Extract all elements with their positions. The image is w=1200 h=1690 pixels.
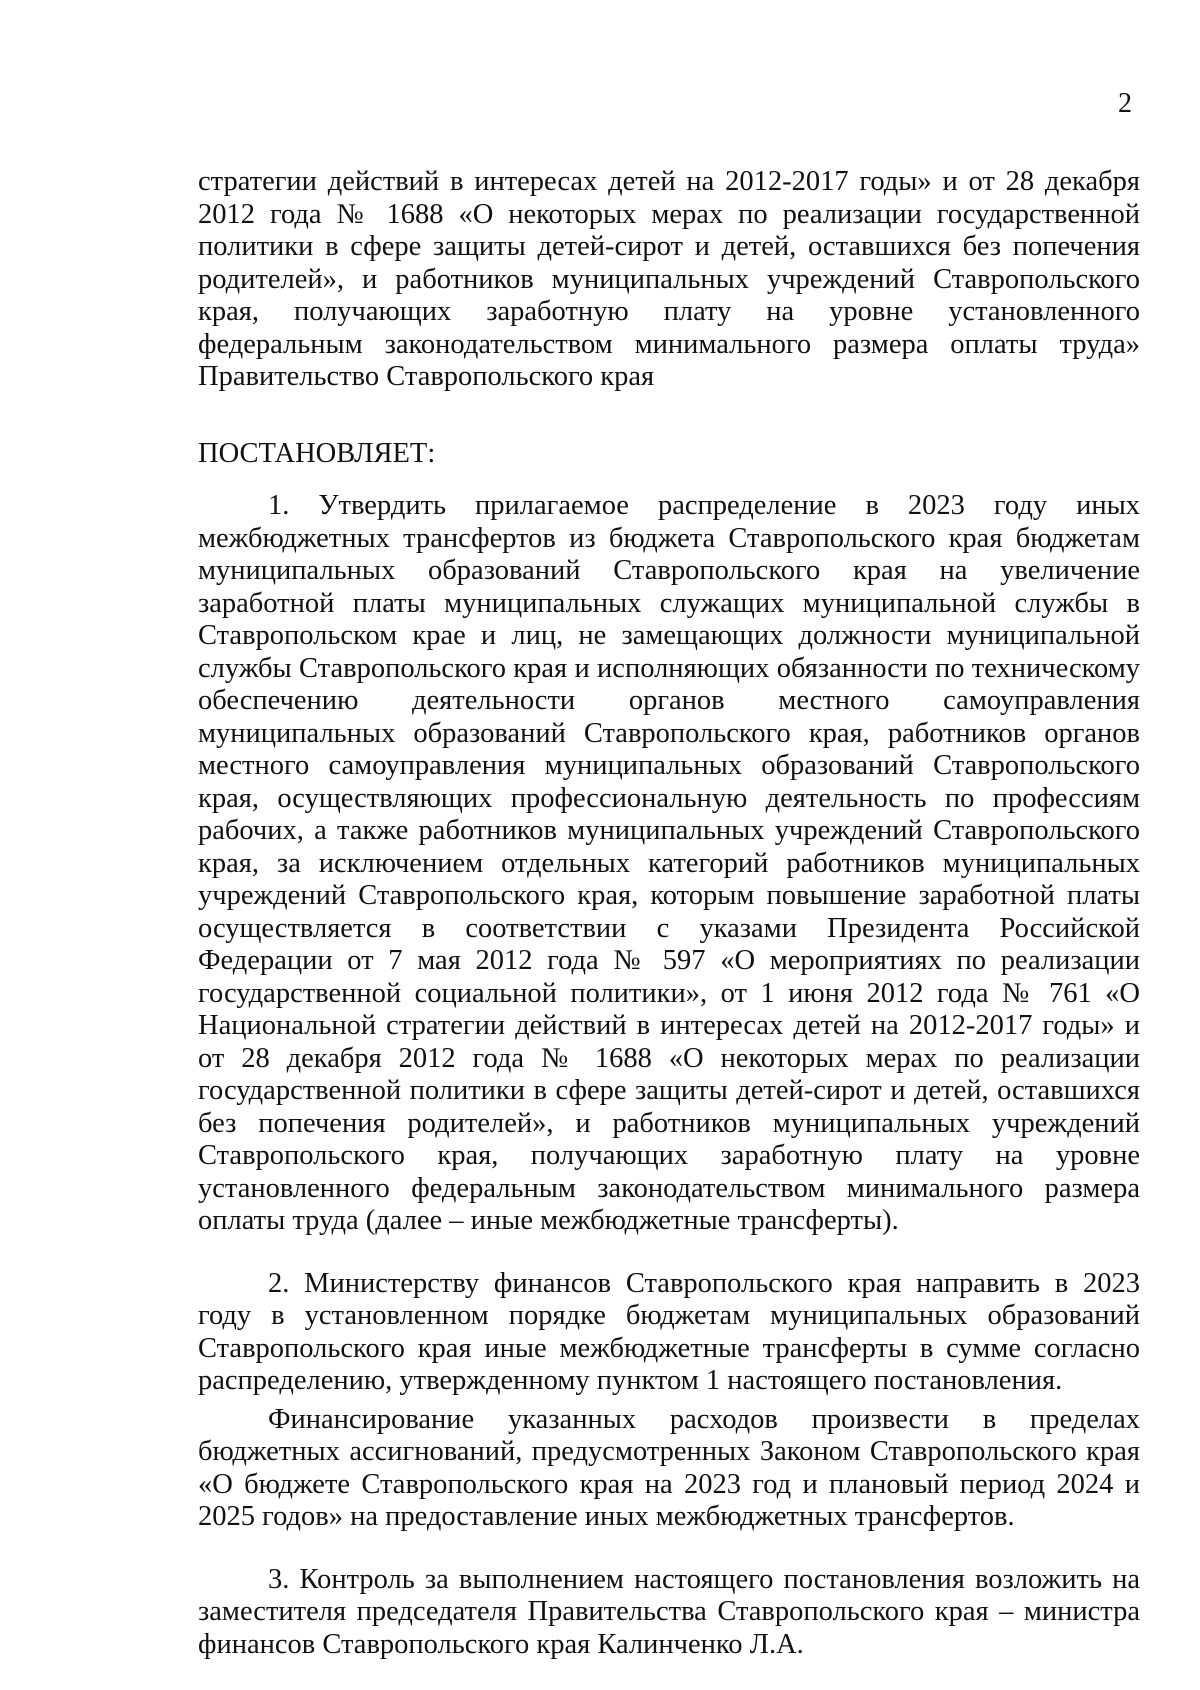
item-1-paragraph: 1. Утвердить прилагаемое распределение в 2023 году иных межбюджетных трансфертов из бюджета Ставропольского края бюджетам муниципальных образований Ставропольского края на увеличение заработной платы муниципальных служащих муниципальной службы в Ставропольском крае и лиц, не замещающих должности муниципальной службы Ставропольского края и исполняющих обязанности по техническому обеспечению деятельности органов местного самоуправления муниципальных образований Ставропольского края, работников органов местного самоуправления муниципальных образований Ставропольского края, осуществляющих профессиональную деятельность по профессиям рабочих, а также работников муниципальных учреждений Ставропольского края, за исключением отдельных категорий работников муниципальных учреждений Ставропольского края, которым повышение заработной платы осуществляется в соответствии с указами Президента Российской Федерации от 7 мая 2012 года № 597 «О мероприятиях по реализации государственной социальной политики», от 1 июня 2012 года № 761 «О Национальной стратегии действий в интересах детей на 2012-2017 годы» и от 28 декабря 2012 года № 1688 «О некоторых мерах по реализации государственной политики в сфере защиты детей-сирот и детей, оставшихся без попечения родителей», и работников муниципальных учреждений Ставропольского края, получающих заработную плату на уровне установленного федеральным законодательством минимального размера оплаты труда (далее – иные межбюджетные трансферты).: [198, 490, 1140, 1236]
resolution-heading: ПОСТАНОВЛЯЕТ:: [198, 437, 436, 469]
page-number: 2: [1118, 88, 1132, 119]
intro-paragraph: стратегии действий в интересах детей на 2012-2017 годы» и от 28 декабря 2012 года № 1688 «О некоторых мерах по реализации государственной политики в сфере защиты детей-сирот и детей, оставшихся без попечения родителей», и работников муниципальных учреждений Ставропольского края, получающих заработную плату на уровне установленного федеральным законодательством минимального размера оплаты труда» Правительство Ставропольского края: [198, 166, 1140, 392]
item-3-paragraph: 3. Контроль за выполнением настоящего постановления возложить на заместителя председателя Правительства Ставропольского края – министра финансов Ставропольского края Калинченко Л.А.: [198, 1563, 1140, 1660]
document-body: [198, 166, 1140, 1661]
item-2-paragraph: 2. Министерству финансов Ставропольского края направить в 2023 году в установленном порядке бюджетам муниципальных образований Ставропольского края иные межбюджетные трансферты в сумме согласно распределению, утвержденному пунктом 1 настоящего постановления.: [198, 1267, 1140, 1396]
item-2-financing-paragraph: Финансирование указанных расходов произвести в пределах бюджетных ассигнований, предусмотренных Законом Ставропольского края «О бюджете Ставропольского края на 2023 год и плановый период 2024 и 2025 годов» на предоставление иных межбюджетных трансфертов.: [198, 1403, 1140, 1532]
